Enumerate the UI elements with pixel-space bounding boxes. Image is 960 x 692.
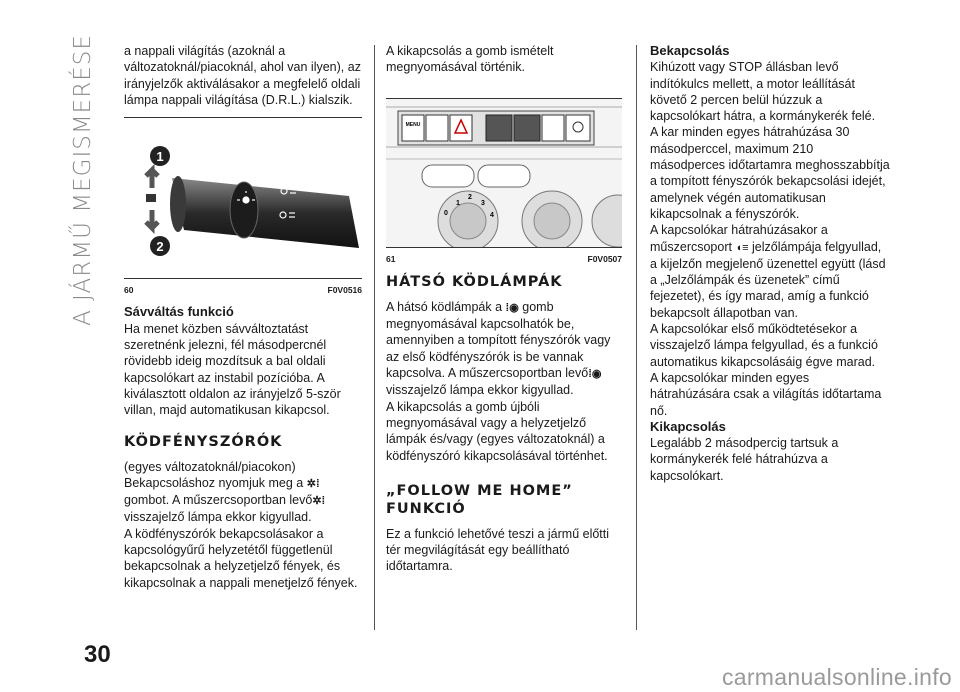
paragraph: A hátsó ködlámpák a ⁞◉ gomb megnyomásával kapcsolhatók be, amennyiben a tompított fényszórók vagy az első ködfényszórók is be vannak kapcsolva. A műszercsoportban levő⁞◉ visszajelző lámpa ekkor kigyullad. [386,299,611,398]
front-fog-lamp-icon: ✲⁞ [312,495,326,508]
stalk-illustration [124,118,362,278]
callout-1: 1 [156,149,164,165]
figure-caption: 60 F0V0516 [124,285,362,296]
front-fog-lamp-icon: ✲⁞ [306,477,320,490]
section-title: „FOLLOW ME HOME” FUNKCIÓ [386,482,573,517]
paragraph: A ködfényszórók bekapcsolásakor a kapcsológyűrű helyzetétől függetlenül bekapcsolnak a helyzetjelző fények, és kikapcsolnak a nappali menetjelző fények. [124,526,358,590]
section-heading: Sávváltás funkció [124,304,234,320]
column-2 [386,43,622,575]
paragraph: A kapcsolókar minden egyes hátrahúzására csak a világítás időtartama nő. [650,370,882,418]
page-number: 30 [84,641,111,668]
chapter-side-title: A JÁRMŰ MEGISMERÉSE [70,34,96,326]
paragraph: A kapcsolókar hátrahúzásakor a műszercsoport ◖≡ jelzőlámpája felgyullad, a kijelzőn megjelenő üzenettel együtt (lásd a „Jelzőlámpák és üzenetek” című fejezetet), és így marad, amíg a funkció bekapcsolt állapotban van. [650,223,886,320]
paragraph: Kihúzott vagy STOP állásban levő indítókulcs mellett, a motor leállítását követő 2 percen belül húzzuk a kapcsolókart hátra, a kormánykerék felé. [650,60,876,124]
section-title: HÁTSÓ KÖDLÁMPÁK [386,273,563,290]
dial-label: 4 [490,211,494,219]
dial-label: 0 [444,209,448,217]
low-beam-icon: ◖≡ [735,241,749,254]
paragraph: A kikapcsolás a gomb újbóli megnyomásával vagy a helyzetjelző lámpák és/vagy (egyes változatoknál) a ködfényszóró kikapcsolásával történhet. [386,399,608,463]
paragraph: Legalább 2 másodpercig tartsuk a kormánykerék felé hátrahúzva a kapcsolókart. [650,436,839,483]
watermark: carmanualsonline.info [721,664,952,690]
column-divider [636,45,637,630]
dial-label: 1 [456,199,460,207]
figure-caption: 61 F0V0507 [386,253,622,264]
paragraph: Ez a funkció lehetővé teszi a jármű előtti tér megvilágítását egy beállítható időtartamra. [386,526,610,574]
dial-label: 2 [468,193,472,201]
menu-button-label: MENU [405,121,421,128]
rear-fog-lamp-icon: ⁞◉ [505,301,519,314]
section-heading: Kikapcsolás [650,418,726,434]
callout-2: 2 [156,239,164,255]
paragraph: A kar minden egyes hátrahúzása 30 másodperccel, maximum 210 másodperces időtartamra meghosszabbítja a tompított fényszórók bekapcsolási idejét, amelynek végén automatikusan kikapcsolnak a fényszórók. [650,125,890,221]
paragraph: Ha menet közben sávváltoztatást szeretnénk jelezni, fél másodpercnél rövidebb ideig mozdítsuk a bal oldali kapcsolókart az instabil pozícióba. A kiválasztott oldalon az irányjelző 5-ször villan, majd automatikusan kikapcsol. [124,321,341,418]
paragraph: (egyes változatoknál/piacokon) [124,459,296,474]
intro-paragraph: a nappali világítás (azoknál a változatoknál/piacoknál, ahol van ilyen), az irányjelzők aktiválásakor a megfelelő oldali lámpa nappali világítása (D.R.L.) kialszik. [124,44,361,107]
column-1 [124,43,362,591]
figure-61 [386,98,622,248]
dashboard-panel-illustration [386,99,622,247]
column-divider [374,45,375,630]
section-title: KÖDFÉNYSZÓRÓK [124,433,283,450]
figure-60 [124,117,362,279]
paragraph: Bekapcsoláshoz nyomjuk meg a ✲⁞ gombot. A műszercsoportban levő✲⁞ visszajelző lámpa ekkor kigyullad. [124,475,326,525]
section-heading: Bekapcsolás [650,43,730,58]
intro-paragraph: A kikapcsolás a gomb ismételt megnyomásával történik. [386,44,554,75]
column-3 [650,43,890,484]
paragraph: A kapcsolókar első működtetésekor a visszajelző lámpa felgyullad, és a funkció automatikus kikapcsolásáig égve marad. [650,322,878,369]
dial-label: 3 [481,199,485,207]
rear-fog-lamp-icon: ⁞◉ [588,368,602,381]
